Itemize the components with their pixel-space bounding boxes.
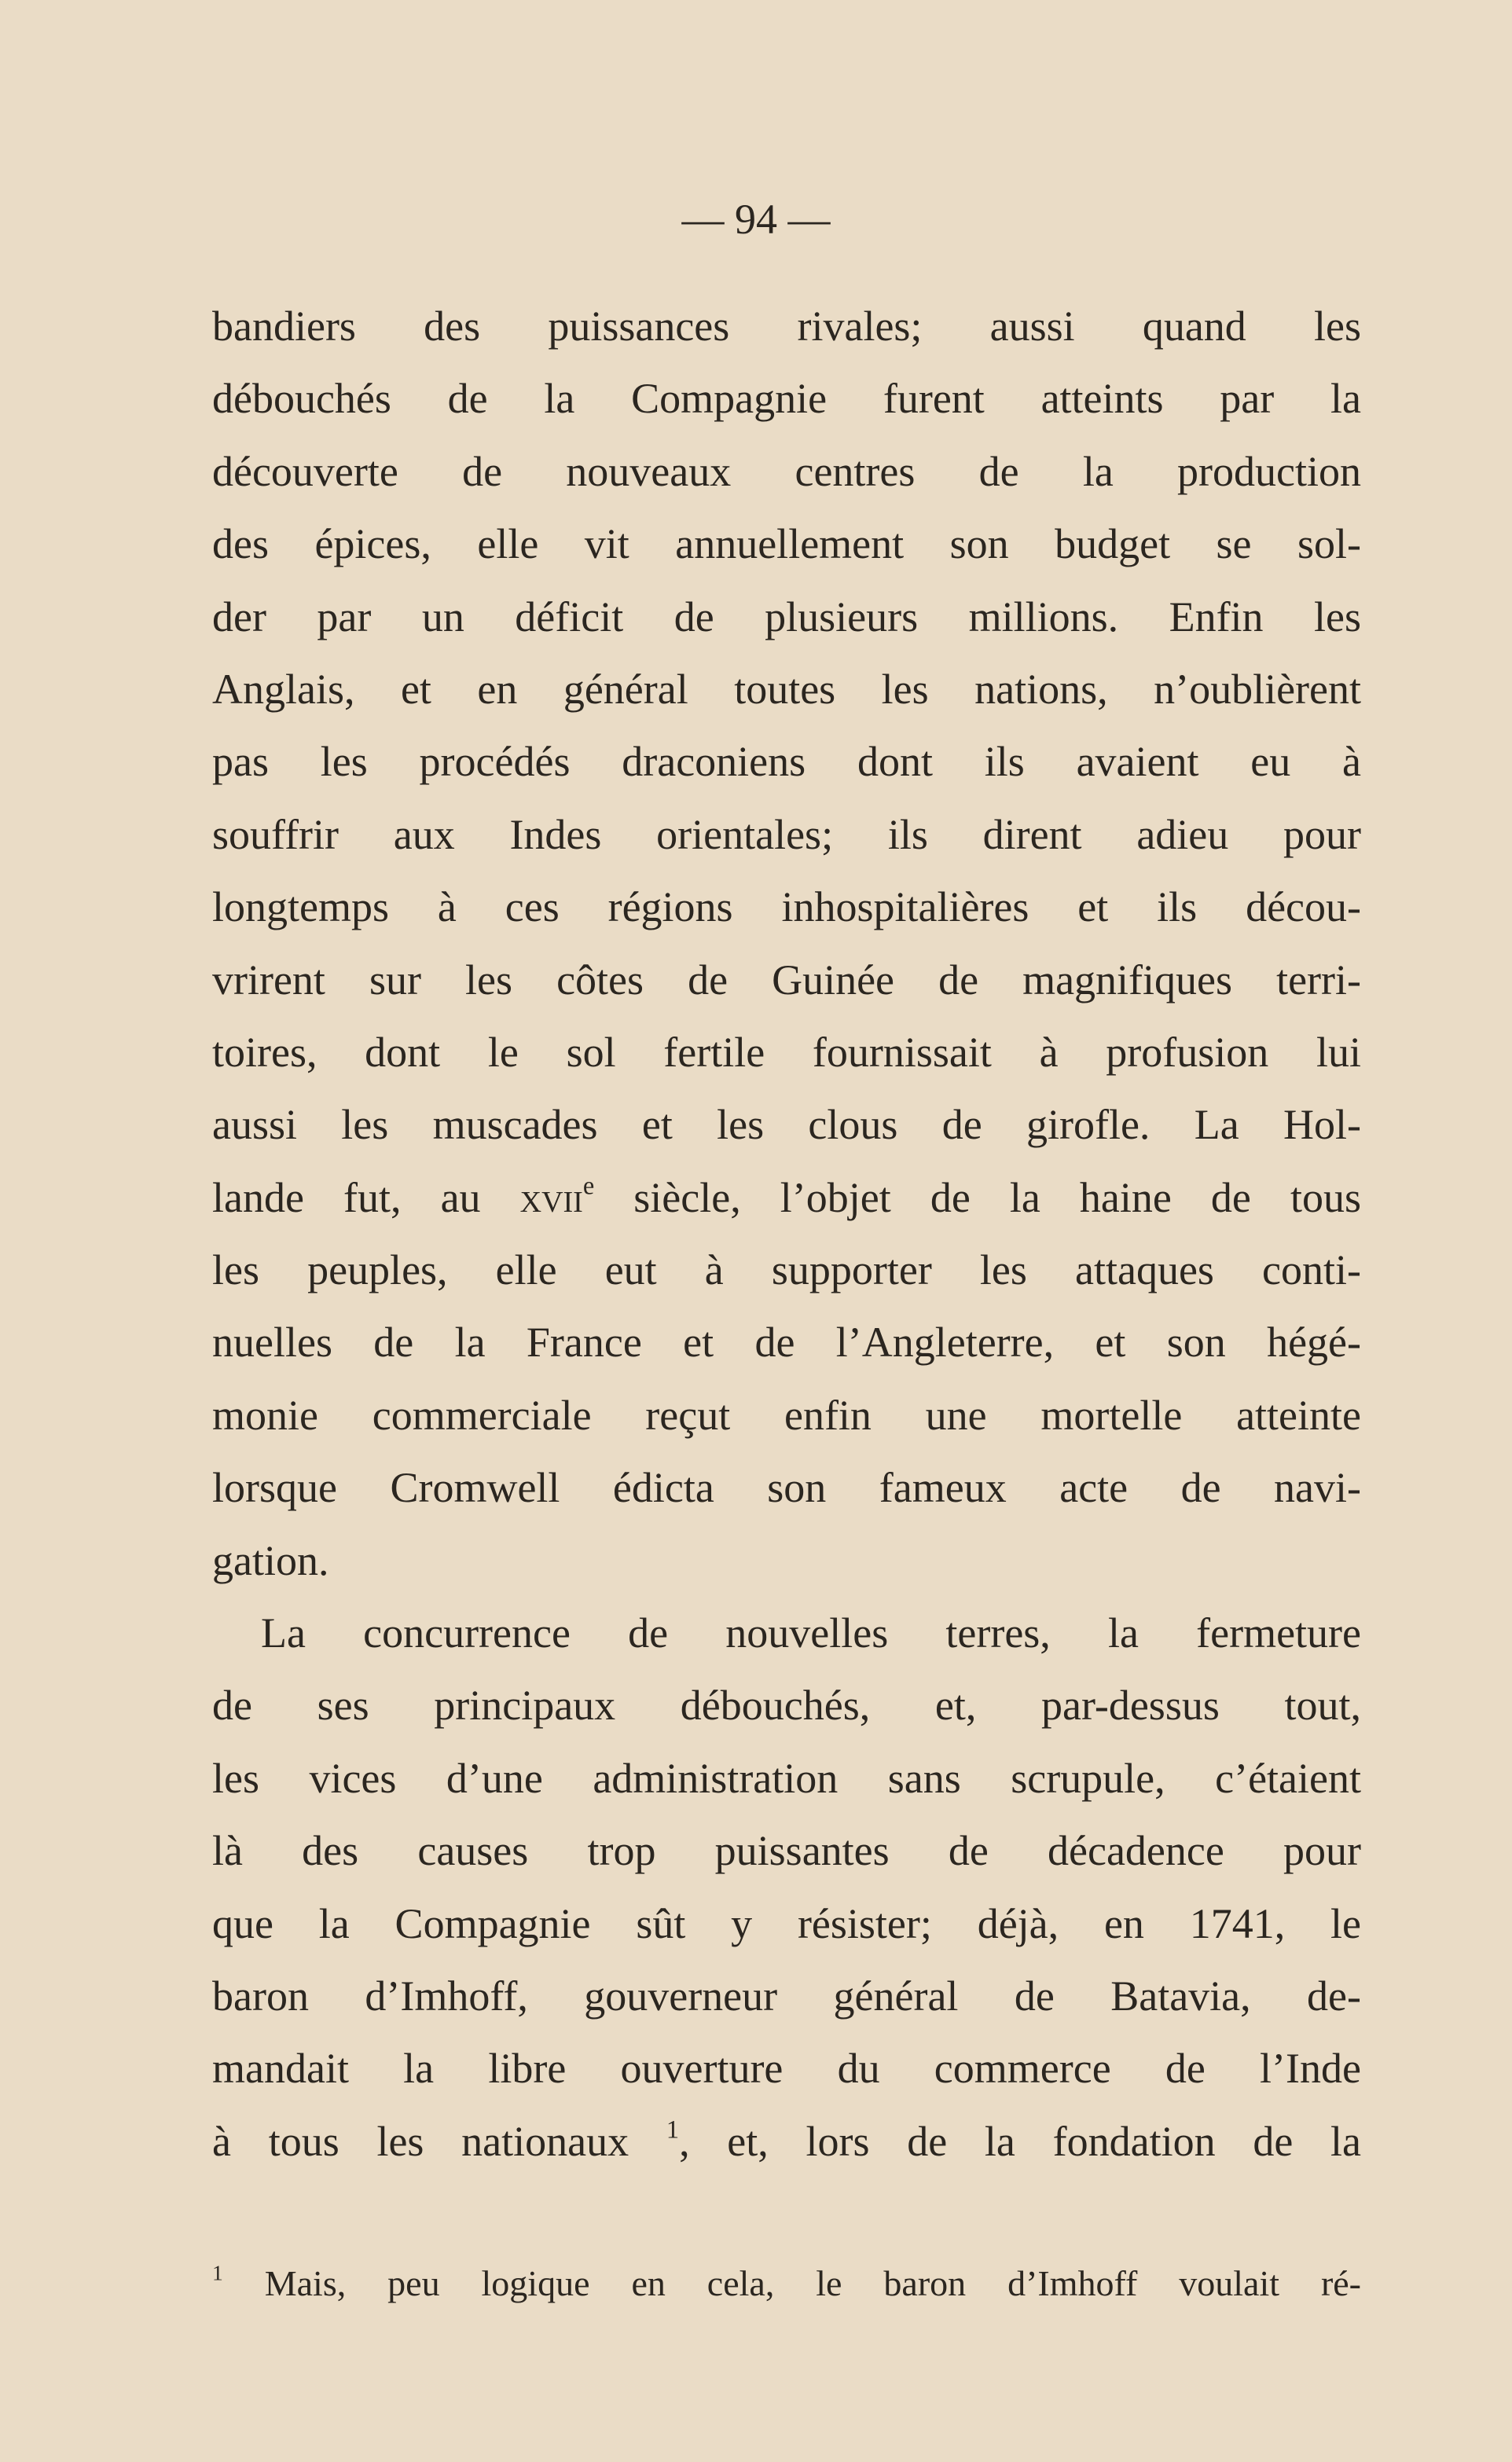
text-line: gation. bbox=[212, 1536, 329, 1584]
century-superscript: e bbox=[582, 1172, 595, 1201]
body-text bbox=[212, 299, 1361, 2186]
text-line: mandait la libre ouverture du commerce de l’Inde bbox=[212, 2045, 1361, 2093]
footnote-marker: 1 bbox=[212, 2260, 223, 2285]
text-line bbox=[212, 2114, 1361, 2186]
text-segment: , et, lors de la fondation de la bbox=[679, 2117, 1361, 2165]
footnote-reference: 1 bbox=[666, 2115, 680, 2145]
text-segment: lande fut, au bbox=[212, 1173, 520, 1221]
text-line: là des causes trop puissantes de décadence pour bbox=[212, 1827, 1361, 1875]
text-line: pas les procédés draconiens dont ils avaient eu à bbox=[212, 738, 1361, 786]
text-line: les vices d’une administration sans scrupule, c’étaient bbox=[212, 1754, 1361, 1802]
text-line: longtemps à ces régions inhospitalières et ils décou- bbox=[212, 883, 1361, 931]
text-line: souffrir aux Indes orientales; ils dirent adieu pour bbox=[212, 810, 1361, 858]
text-line: lorsque Cromwell édicta son fameux acte de navi- bbox=[212, 1464, 1361, 1512]
text-line: baron d’Imhoff, gouverneur général de Batavia, de- bbox=[212, 1972, 1361, 2020]
text-line: de ses principaux débouchés, et, par-dessus tout, bbox=[212, 1682, 1361, 1730]
text-line: La concurrence de nouvelles terres, la fermeture bbox=[261, 1609, 1361, 1657]
text-line: monie commerciale reçut enfin une mortelle atteinte bbox=[212, 1391, 1361, 1439]
text-line: débouchés de la Compagnie furent atteints par la bbox=[212, 375, 1361, 423]
text-line: les peuples, elle eut à supporter les attaques conti- bbox=[212, 1246, 1361, 1294]
text-line: découverte de nouveaux centres de la production bbox=[212, 447, 1361, 495]
footnote-text: Mais, peu logique en cela, le baron d’Imhoff voulait ré- bbox=[222, 2263, 1361, 2303]
text-line: nuelles de la France et de l’Angleterre, et son hégé- bbox=[212, 1319, 1361, 1367]
text-segment: à tous les nationaux bbox=[212, 2117, 666, 2165]
text-line: des épices, elle vit annuellement son budget se sol- bbox=[212, 520, 1361, 568]
century-small-caps: xvii bbox=[519, 1173, 583, 1221]
text-line: Anglais, et en général toutes les nations, n’oublièrent bbox=[212, 665, 1361, 713]
page-number: — 94 — bbox=[681, 196, 831, 243]
text-line: que la Compagnie sût y résister; déjà, en 1741, le bbox=[212, 1899, 1361, 1947]
text-line bbox=[212, 1170, 1361, 1242]
text-line: vrirent sur les côtes de Guinée de magnifiques terri- bbox=[212, 956, 1361, 1004]
text-line: aussi les muscades et les clous de girofle. La Hol- bbox=[212, 1101, 1361, 1149]
footnote bbox=[212, 2260, 1361, 2307]
text-line: toires, dont le sol fertile fournissait à profusion lui bbox=[212, 1028, 1361, 1076]
text-line: der par un déficit de plusieurs millions. Enfin les bbox=[212, 593, 1361, 640]
text-line: bandiers des puissances rivales; aussi quand les bbox=[212, 303, 1361, 350]
text-segment: siècle, l’objet de la haine de tous bbox=[594, 1173, 1361, 1221]
